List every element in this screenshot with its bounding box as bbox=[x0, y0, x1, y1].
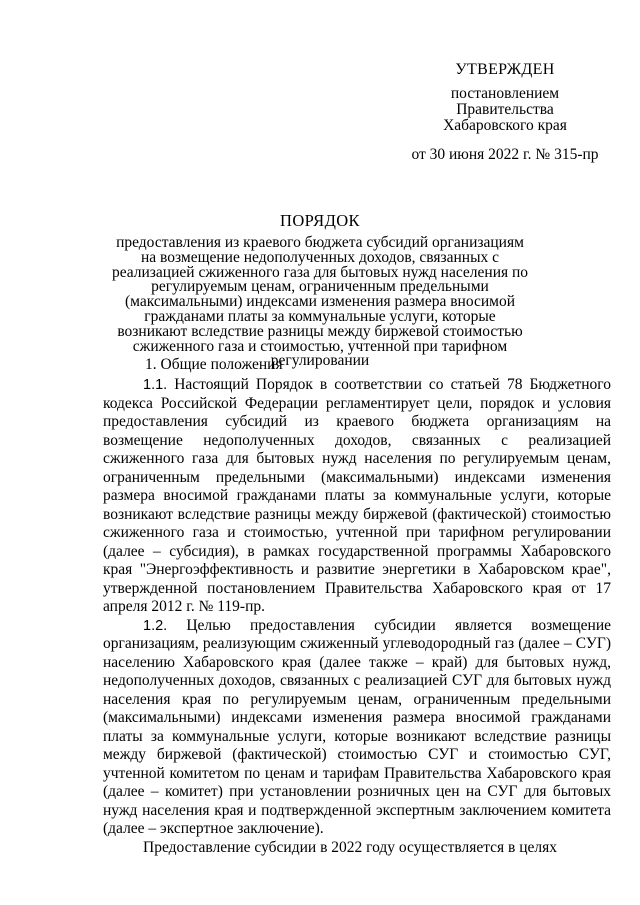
approval-date: от 30 июня 2022 г. № 315-пр bbox=[411, 146, 599, 163]
document-title: ПОРЯДОК bbox=[280, 211, 360, 230]
approval-block bbox=[395, 62, 615, 163]
document-subtitle: предоставления из краевого бюджета субсидий организациям на возмещение недополученных доходов, связанных с реализацией сжиженного газа для бытовых нужд населения по регулируемым ценам, ограниченным предельными (максимальными) индексами изменения размера вносимой гражданами платы за коммунальные услуги, которые возникают вследствие разницы между биржевой стоимостью сжиженного газа и стоимостью, учтенной при тарифном регулировании bbox=[111, 234, 529, 370]
paragraph-text: Предоставление субсидии в 2022 году осуществляется в целях bbox=[143, 838, 558, 856]
paragraph-1-2 bbox=[103, 617, 611, 839]
paragraph-number: 1.1. bbox=[143, 377, 168, 393]
paragraph-text: Целью предоставления субсидии является возмещение организациям, реализующим сжиженный углеводородный газ (далее – СУГ) населению Хабаровского края (далее также – край) для бытовых нужд, недополученных доходов, связанных с реализацией СУГ для бытовых нужд населения края по регулируемым ценам, ограниченным предельными (максимальными) индексами изменения размера вносимой гражданами платы за коммунальные услуги, которые возникают вследствие разницы между биржевой (фактической) стоимостью СУГ и стоимостью СУГ, учтенной комитетом по ценам и тарифам Правительства Хабаровского края (далее – комитет) при установлении розничных цен на СУГ для бытовых нужд населения края и подтвержденной экспертным заключением комитета (далее – экспертное заключение). bbox=[103, 616, 611, 837]
paragraph-1-1 bbox=[103, 376, 611, 617]
approval-stamp: УТВЕРЖДЕН bbox=[455, 61, 555, 78]
paragraph-number: 1.2. bbox=[143, 617, 168, 634]
paragraph-text: Настоящий Порядок в соответствии со статьей 78 Бюджетного кодекса Российской Федерации регламентирует цели, порядок и условия предоставления субсидий из краевого бюджета организациям на возмещение недополученных доходов, связанных с реализацией сжиженного газа для бытовых нужд населения по регулируемым ценам, ограниченным предельными (максимальными) индексами изменения размера вносимой гражданами платы за коммунальные услуги, которые возникают вследствие разницы между биржевой (фактической) стоимостью сжиженного газа и стоимостью, учтенной при тарифном регулировании (далее – субсидия), в рамках государственной программы Хабаровского края "Энергоэффективность и развитие энергетики в Хабаровском крае", утвержденной постановлением Правительства Хабаровского края от 17 апреля 2012 г. № 119-пр. bbox=[103, 376, 611, 615]
approval-line: постановлением bbox=[450, 85, 560, 102]
paragraph-continuation bbox=[103, 839, 611, 858]
approval-line: Хабаровского края bbox=[443, 117, 567, 134]
document-body bbox=[103, 376, 611, 857]
approval-line: Правительства bbox=[456, 101, 554, 118]
section-heading: 1. Общие положения bbox=[145, 356, 283, 373]
